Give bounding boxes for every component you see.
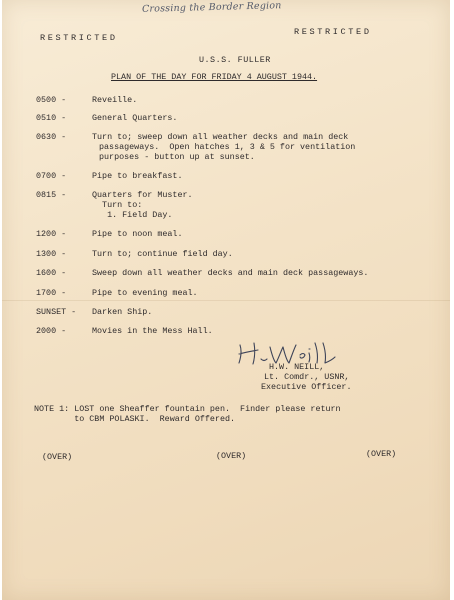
schedule-time: 1600 - bbox=[36, 268, 67, 278]
footer-over-right: (OVER) bbox=[366, 449, 397, 459]
schedule-time: 1300 - bbox=[36, 249, 67, 259]
schedule-time: 2000 - bbox=[36, 326, 67, 336]
schedule-line: Turn to; sweep down all weather decks and main deck bbox=[92, 132, 349, 142]
restricted-mark-right: RESTRICTED bbox=[294, 27, 372, 37]
signer-role: Executive Officer. bbox=[261, 382, 352, 392]
schedule-line: Movies in the Mess Hall. bbox=[92, 326, 213, 336]
schedule-line: Turn to; continue field day. bbox=[92, 249, 233, 259]
schedule-line: Darken Ship. bbox=[92, 307, 153, 317]
schedule-line: Pipe to breakfast. bbox=[92, 171, 183, 181]
schedule-line: purposes - button up at sunset. bbox=[99, 152, 255, 162]
schedule-line: 1. Field Day. bbox=[92, 210, 173, 220]
schedule-line: Quarters for Muster. bbox=[92, 190, 193, 200]
schedule-line: Reveille. bbox=[92, 95, 138, 105]
signer-rank: Lt. Comdr., USNR, bbox=[264, 372, 350, 382]
fold-line bbox=[2, 300, 450, 301]
ship-name: U.S.S. FULLER bbox=[199, 55, 271, 65]
note-line-1: NOTE 1: LOST one Sheaffer fountain pen. Finder please return bbox=[34, 404, 341, 414]
restricted-mark-left: RESTRICTED bbox=[40, 33, 118, 43]
schedule-line: passageways. Open hatches 1, 3 & 5 for ventilation bbox=[99, 142, 356, 152]
schedule-time: 0500 - bbox=[36, 95, 67, 105]
footer-over-center: (OVER) bbox=[216, 451, 247, 461]
schedule-time: 0700 - bbox=[36, 171, 67, 181]
schedule-time: 1700 - bbox=[36, 288, 67, 298]
schedule-line: Turn to: bbox=[92, 200, 143, 210]
handwritten-note: Crossing the Border Region bbox=[141, 0, 282, 15]
schedule-line: General Quarters. bbox=[92, 113, 178, 123]
schedule-time: SUNSET - bbox=[36, 307, 77, 317]
schedule-line: Pipe to evening meal. bbox=[92, 288, 198, 298]
schedule-line: Pipe to noon meal. bbox=[92, 229, 183, 239]
signer-name: H.W. NEILL, bbox=[269, 362, 325, 372]
footer-over-left: (OVER) bbox=[42, 452, 73, 462]
schedule-line: Sweep down all weather decks and main deck passageways. bbox=[92, 268, 369, 278]
page-title: PLAN OF THE DAY FOR FRIDAY 4 AUGUST 1944. bbox=[111, 72, 318, 82]
schedule-time: 0510 - bbox=[36, 113, 67, 123]
schedule-time: 0815 - bbox=[36, 190, 67, 200]
document-page bbox=[2, 0, 450, 600]
schedule-time: 1200 - bbox=[36, 229, 67, 239]
schedule-time: 0630 - bbox=[36, 132, 67, 142]
note-line-2: to CBM POLASKI. Reward Offered. bbox=[34, 414, 236, 424]
